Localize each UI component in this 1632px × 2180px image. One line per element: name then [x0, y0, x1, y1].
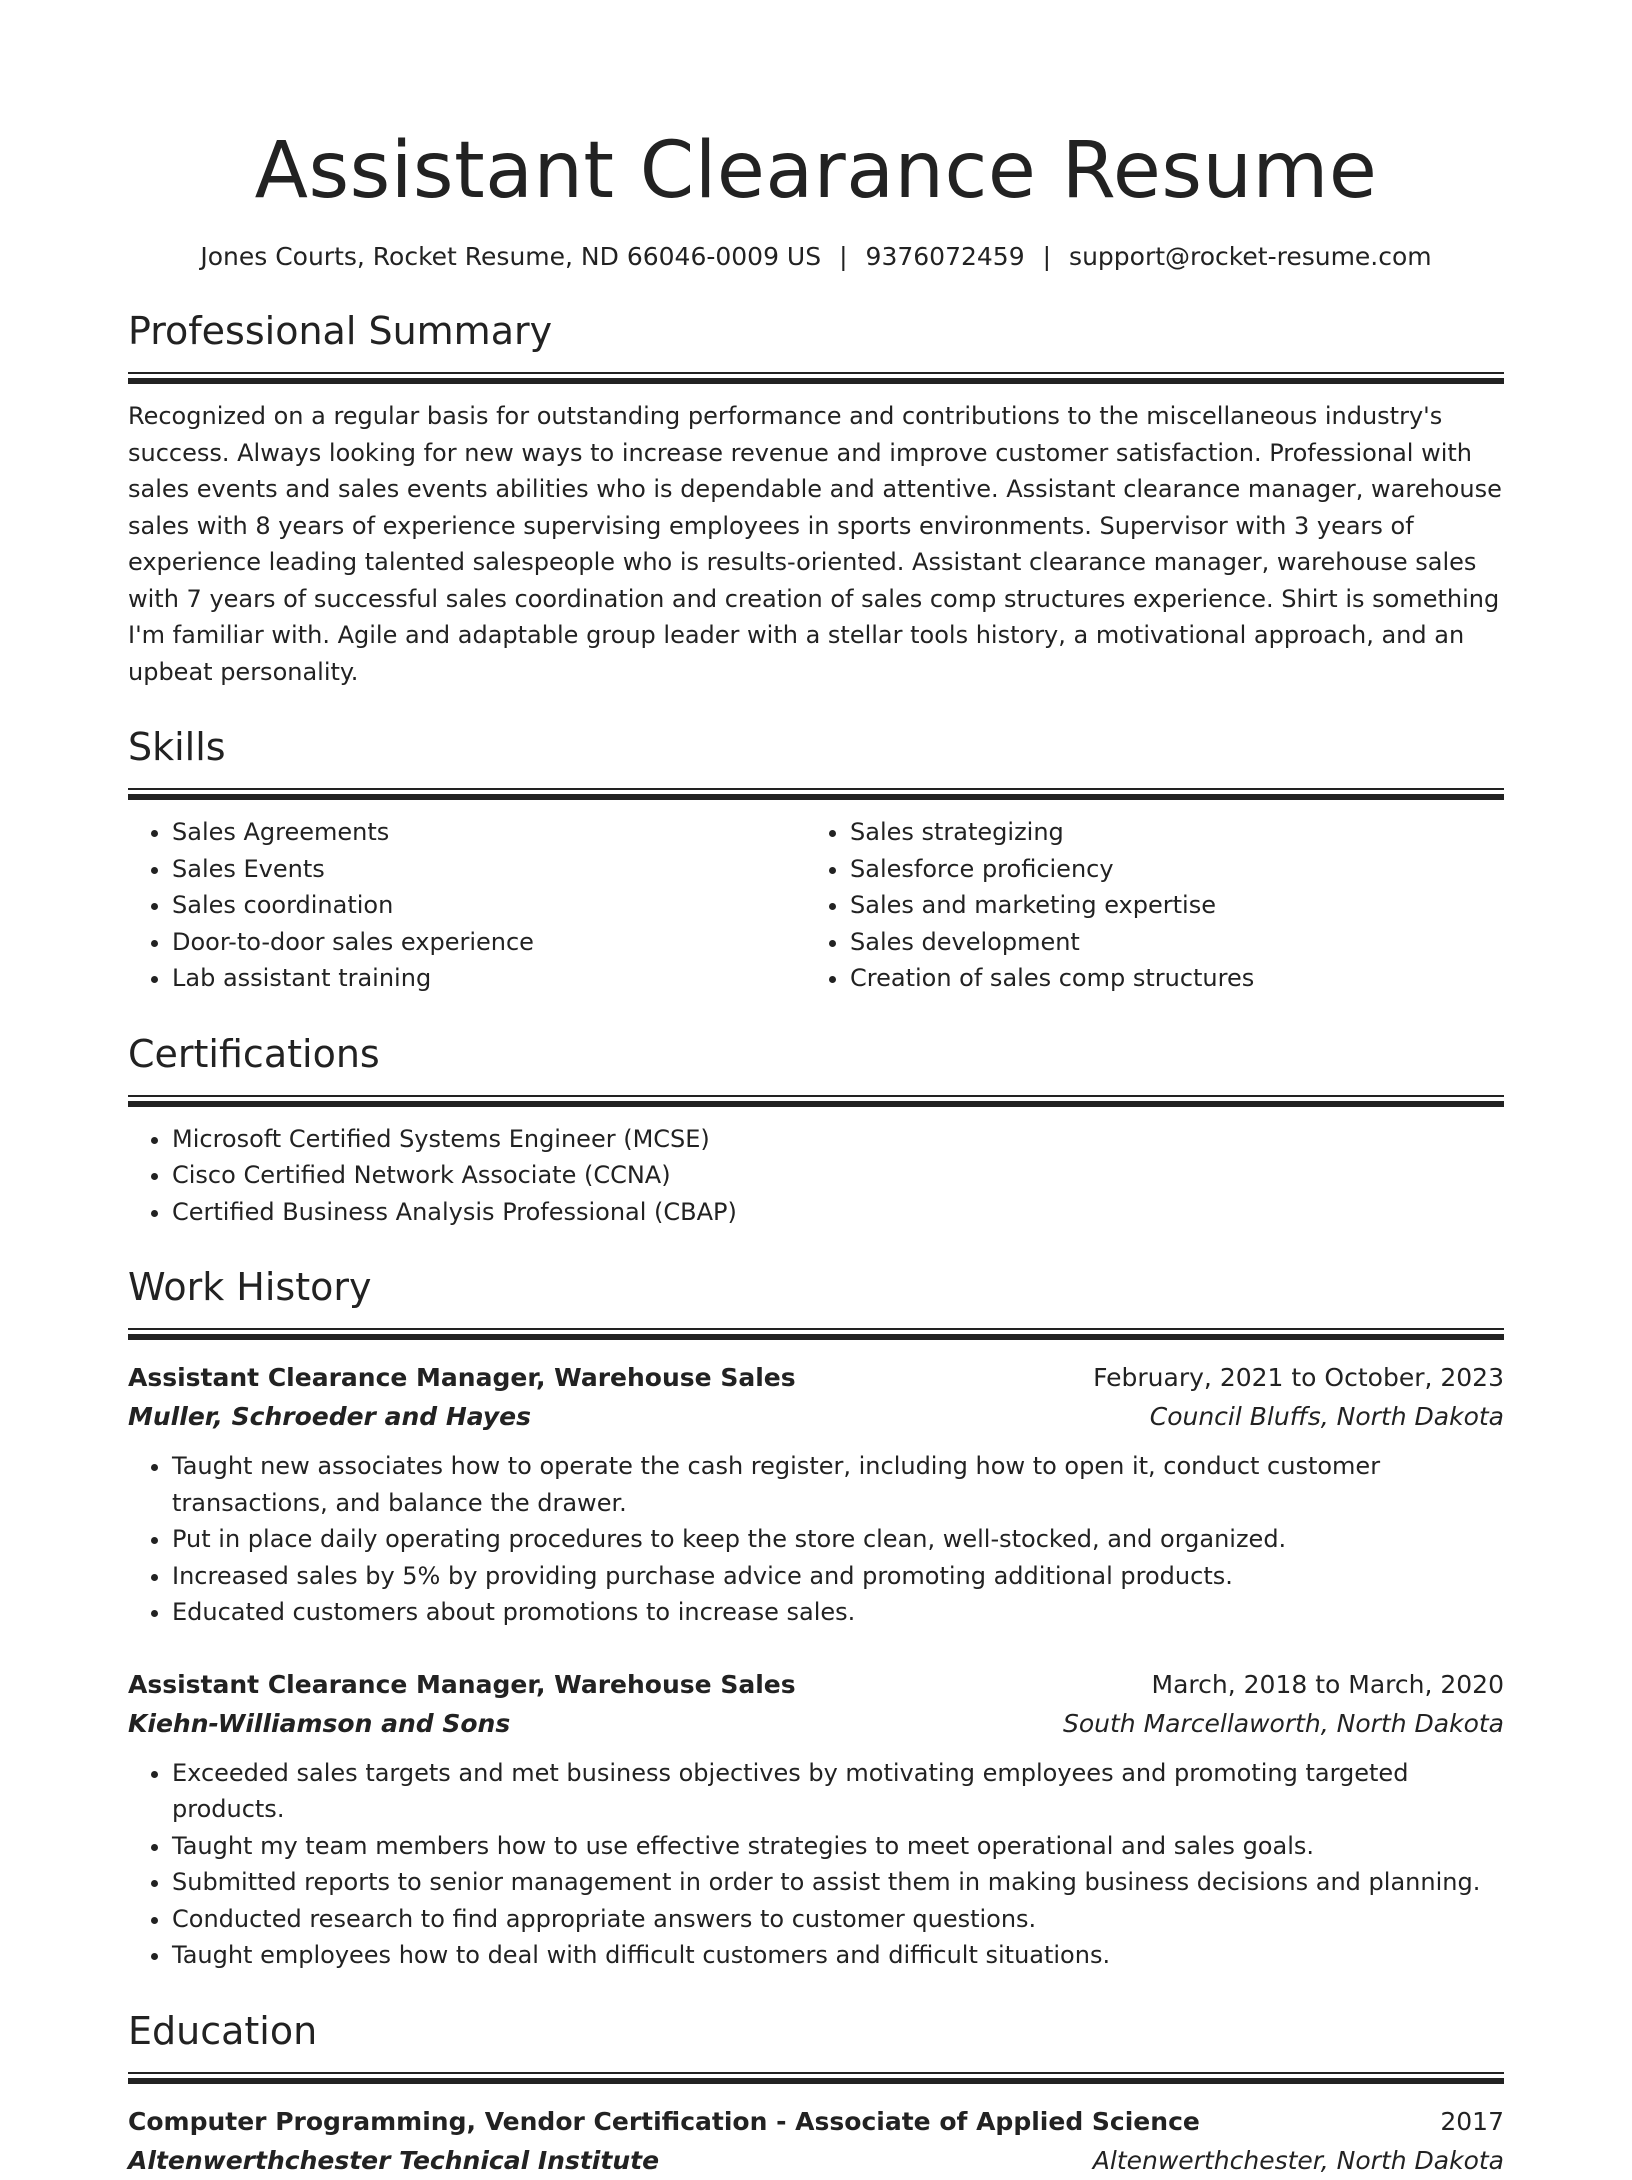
education-school: Altenwerthchester Technical Institute: [128, 2145, 660, 2175]
skill-item: • Sales and marketing expertise: [850, 887, 1484, 924]
education-entry: [128, 2102, 1504, 2180]
section-title-work-history: Work History: [128, 1265, 372, 1309]
resume-title: Assistant Clearance Resume: [254, 126, 1378, 216]
job-bullet: • Taught new associates how to operate the cash register, including how to open it, conduct customer transactions, and balance the drawer.: [172, 1448, 1504, 1521]
resume-page: [128, 0, 1504, 2180]
section-title-certifications: Certifications: [128, 1031, 380, 1076]
skills-columns: [128, 814, 1504, 997]
job-bullet: • Educated customers about promotions to increase sales.: [172, 1594, 1504, 1631]
job-location: South Marcellaworth, North Dakota: [1062, 1708, 1504, 1738]
job-employer: Kiehn-Williamson and Sons: [128, 1708, 511, 1738]
skill-item: • Salesforce proficiency: [850, 851, 1484, 888]
skills-list-left: [128, 814, 806, 997]
job-employer: Muller, Schroeder and Hayes: [128, 1402, 532, 1431]
summary-section: [128, 308, 1504, 690]
contact-separator: |: [839, 242, 848, 271]
job-bullet: • Taught my team members how to use effective strategies to meet operational and sales goals.: [172, 1828, 1504, 1865]
education-location: Altenwerthchester, North Dakota: [1092, 2145, 1504, 2175]
skill-item: • Door-to-door sales experience: [172, 924, 806, 961]
section-divider: [128, 788, 1504, 800]
section-divider: [128, 1095, 1504, 1107]
job-dates: February, 2021 to October, 2023: [1093, 1363, 1504, 1392]
job-entry: [128, 1358, 1504, 1631]
job-employer-row: [128, 1704, 1504, 1743]
job-bullet: • Increased sales by 5% by providing purchase advice and promoting additional products.: [172, 1558, 1504, 1595]
skills-list-right: [806, 814, 1484, 997]
education-school-row: [128, 2141, 1504, 2180]
job-header-row: [128, 1358, 1504, 1397]
skill-item: • Sales development: [850, 924, 1484, 961]
section-title-skills: Skills: [128, 725, 226, 769]
section-title-summary: Professional Summary: [128, 309, 553, 353]
skill-item: • Lab assistant training: [172, 960, 806, 997]
certifications-list: [128, 1121, 1504, 1231]
certification-item: • Microsoft Certified Systems Engineer (MCSE): [172, 1121, 1504, 1158]
job-title: Assistant Clearance Manager, Warehouse Sales: [128, 1669, 796, 1699]
job-bullet: • Taught employees how to deal with difficult customers and difficult situations.: [172, 1937, 1504, 1974]
certification-item: • Certified Business Analysis Professional (CBAP): [172, 1194, 1504, 1231]
section-divider: [128, 1328, 1504, 1340]
job-employer-row: [128, 1397, 1504, 1436]
certifications-section: [128, 1031, 1504, 1231]
summary-text: Recognized on a regular basis for outstanding performance and contributions to the miscellaneous industry's success. Always looking for new ways to increase revenue and improve customer satisfaction. Professional with sales events and sales events abilities who is dependable and attentive. Assistant clearance manager, warehouse sales with 8 years of experience supervising employees in sports environments. Supervisor with 3 years of experience leading talented salespeople who is results-oriented. Assistant clearance manager, warehouse sales with 7 years of successful sales coordination and creation of sales comp structures experience. Shirt is something I'm familiar with. Agile and adaptable group leader with a stellar tools history, a motivational approach, and an upbeat personality.: [128, 402, 1502, 686]
education-year: 2017: [1440, 2106, 1504, 2136]
job-bullets: [128, 1755, 1504, 1974]
education-degree: Computer Programming, Vendor Certification - Associate of Applied Science: [128, 2106, 1200, 2136]
skill-item: • Sales strategizing: [850, 814, 1484, 851]
contact-phone: 9376072459: [865, 242, 1025, 271]
job-dates: March, 2018 to March, 2020: [1151, 1669, 1504, 1699]
job-bullet: • Submitted reports to senior management in order to assist them in making business decisions and planning.: [172, 1864, 1504, 1901]
section-divider: [128, 2072, 1504, 2084]
contact-email: support@rocket-resume.com: [1069, 242, 1432, 271]
contact-address: Jones Courts, Rocket Resume, ND 66046-0009 US: [200, 242, 822, 271]
job-bullet: • Put in place daily operating procedures to keep the store clean, well-stocked, and organized.: [172, 1521, 1504, 1558]
contact-separator: |: [1042, 242, 1052, 271]
job-title: Assistant Clearance Manager, Warehouse Sales: [128, 1363, 796, 1392]
work-history-section: [128, 1264, 1504, 1974]
section-title-education: Education: [128, 2008, 318, 2053]
job-entry: [128, 1665, 1504, 1974]
certification-item: • Cisco Certified Network Associate (CCNA): [172, 1157, 1504, 1194]
section-divider: [128, 372, 1504, 384]
skill-item: • Sales Events: [172, 851, 806, 888]
education-section: [128, 2008, 1504, 2180]
contact-line: [128, 240, 1504, 274]
skills-section: [128, 724, 1504, 997]
skill-item: • Creation of sales comp structures: [850, 960, 1484, 997]
skill-item: • Sales Agreements: [172, 814, 806, 851]
education-header-row: [128, 2102, 1504, 2141]
job-location: Council Bluffs, North Dakota: [1149, 1402, 1504, 1431]
job-bullets: [128, 1448, 1504, 1631]
skill-item: • Sales coordination: [172, 887, 806, 924]
job-header-row: [128, 1665, 1504, 1704]
job-bullet: • Exceeded sales targets and met business objectives by motivating employees and promoting targeted products.: [172, 1755, 1504, 1828]
job-bullet: • Conducted research to find appropriate answers to customer questions.: [172, 1901, 1504, 1938]
